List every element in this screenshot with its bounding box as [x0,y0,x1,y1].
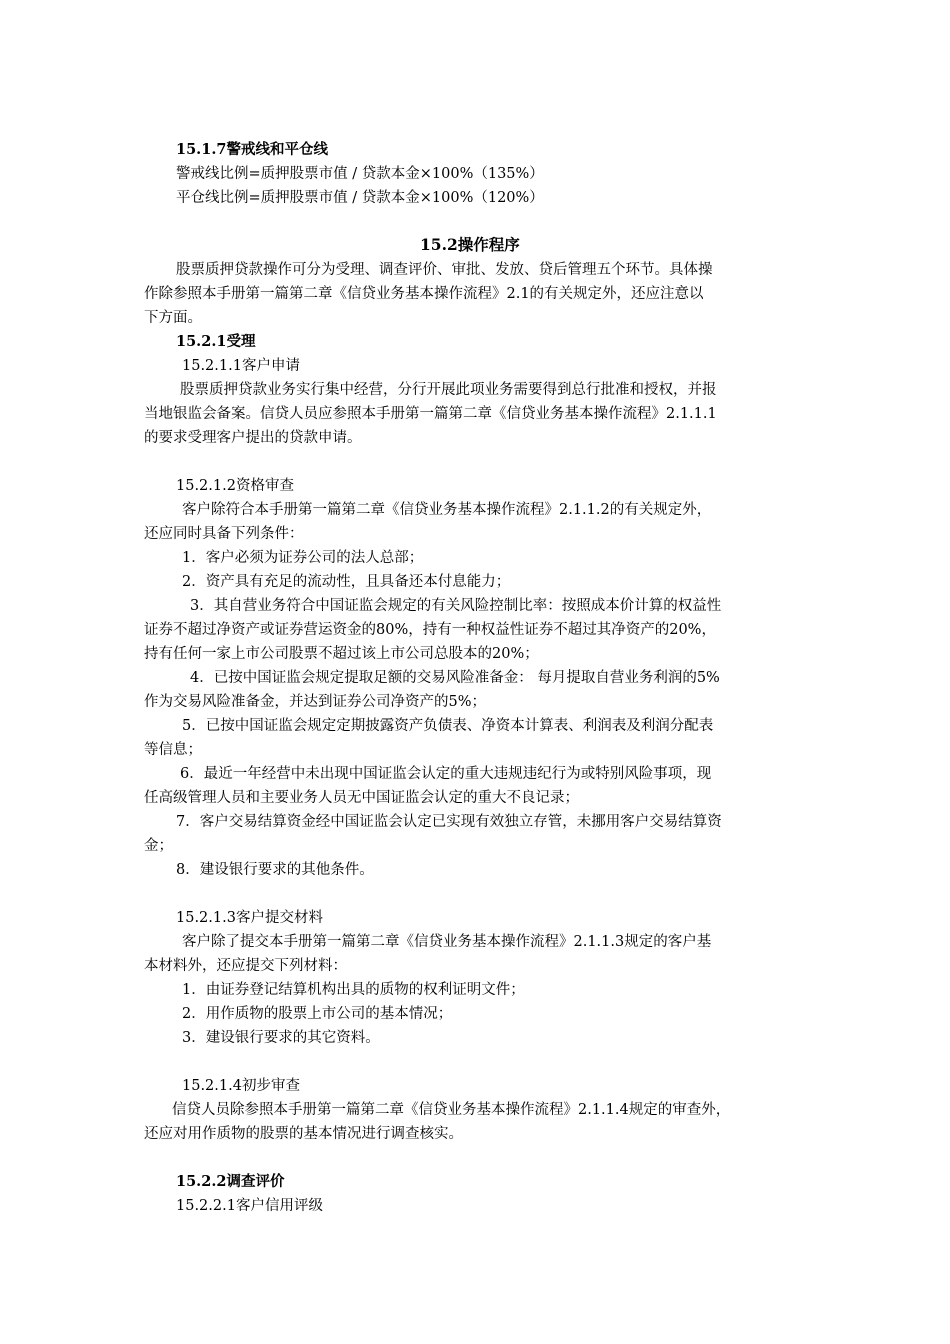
subsection-15-2-1-4-line: 信贷人员除参照本手册第一篇第二章《信贷业务基本操作流程》2.1.1.4规定的审查外， [172,1102,731,1118]
section-15-1-7-heading: 15.1.7警戒线和平仓线 [176,141,328,158]
subsection-15-2-1-1-line: 当地银监会备案。信贷人员应参照本手册第一篇第二章《信贷业务基本操作流程》2.1.1.1 [144,406,717,422]
section-15-2-intro-line: 股票质押贷款操作可分为受理、调查评价、审批、发放、贷后管理五个环节。具体操 [176,262,713,278]
material-item: 3．建设银行要求的其它资料。 [182,1030,380,1046]
subsection-15-2-1-3-heading: 15.2.1.3客户提交材料 [176,910,323,926]
subsection-15-2-1-2-heading: 15.2.1.2资格审查 [176,478,294,494]
material-item: 2．用作质物的股票上市公司的基本情况； [182,1006,453,1022]
subsection-15-2-2-1-heading: 15.2.2.1客户信用评级 [176,1198,323,1214]
subsection-15-2-1-1-line: 的要求受理客户提出的贷款申请。 [144,430,362,446]
section-15-2-intro-line: 作除参照本手册第一篇第二章《信贷业务基本操作流程》2.1的有关规定外，还应注意以 [144,286,704,302]
material-item: 1．由证券登记结算机构出具的质物的权利证明文件； [182,982,525,998]
condition-item: 2．资产具有充足的流动性，且具备还本付息能力； [182,574,511,590]
subsection-15-2-1-2-intro-line: 客户除符合本手册第一篇第二章《信贷业务基本操作流程》2.1.1.2的有关规定外， [182,502,712,518]
condition-item: 6．最近一年经营中未出现中国证监会认定的重大违规违纪行为或特别风险事项，现 [180,766,712,782]
condition-item-continued: 金； [144,838,173,854]
section-15-2-intro-line: 下方面。 [144,310,202,326]
condition-item: 1．客户必须为证券公司的法人总部； [182,550,424,566]
subsection-15-2-1-1-heading: 15.2.1.1客户申请 [182,358,300,374]
condition-item-continued: 任高级管理人员和主要业务人员无中国证监会认定的重大不良记录； [144,790,579,806]
liquidation-line-formula: 平仓线比例=质押股票市值 / 贷款本金×100%（120%） [176,190,544,206]
condition-item-continued: 持有任何一家上市公司股票不超过该上市公司总股本的20%； [144,646,539,662]
subsection-15-2-1-4-line: 还应对用作质物的股票的基本情况进行调查核实。 [144,1126,463,1142]
condition-item-continued: 作为交易风险准备金，并达到证券公司净资产的5%； [144,694,487,710]
condition-item: 8．建设银行要求的其他条件。 [176,862,374,878]
condition-item: 4．已按中国证监会规定提取足额的交易风险准备金： 每月提取自营业务利润的5% [190,670,720,686]
subsection-15-2-1-1-line: 股票质押贷款业务实行集中经营，分行开展此项业务需要得到总行批准和授权，并报 [180,382,717,398]
condition-item: 5．已按中国证监会规定定期披露资产负债表、净资本计算表、利润表及利润分配表 [182,718,714,734]
condition-item-continued: 证券不超过净资产或证券营运资金的80%，持有一种权益性证券不超过其净资产的20%， [144,622,716,638]
condition-item: 7．客户交易结算资金经中国证监会认定已实现有效独立存管，未挪用客户交易结算资 [176,814,722,830]
subsection-15-2-1-4-heading: 15.2.1.4初步审查 [182,1078,300,1094]
condition-item: 3．其自营业务符合中国证监会规定的有关风险控制比率：按照成本价计算的权益性 [190,598,722,614]
subsection-15-2-1-3-intro-line: 本材料外，还应提交下列材料： [144,958,347,974]
section-15-2-title: 15.2操作程序 [420,235,520,254]
subsection-15-2-1-3-intro-line: 客户除了提交本手册第一篇第二章《信贷业务基本操作流程》2.1.1.3规定的客户基 [182,934,712,950]
warning-line-formula: 警戒线比例=质押股票市值 / 贷款本金×100%（135%） [176,166,544,182]
section-15-2-1-heading: 15.2.1受理 [176,333,256,350]
section-15-2-2-heading: 15.2.2调查评价 [176,1173,285,1190]
subsection-15-2-1-2-intro-line: 还应同时具备下列条件： [144,526,304,542]
condition-item-continued: 等信息； [144,742,202,758]
